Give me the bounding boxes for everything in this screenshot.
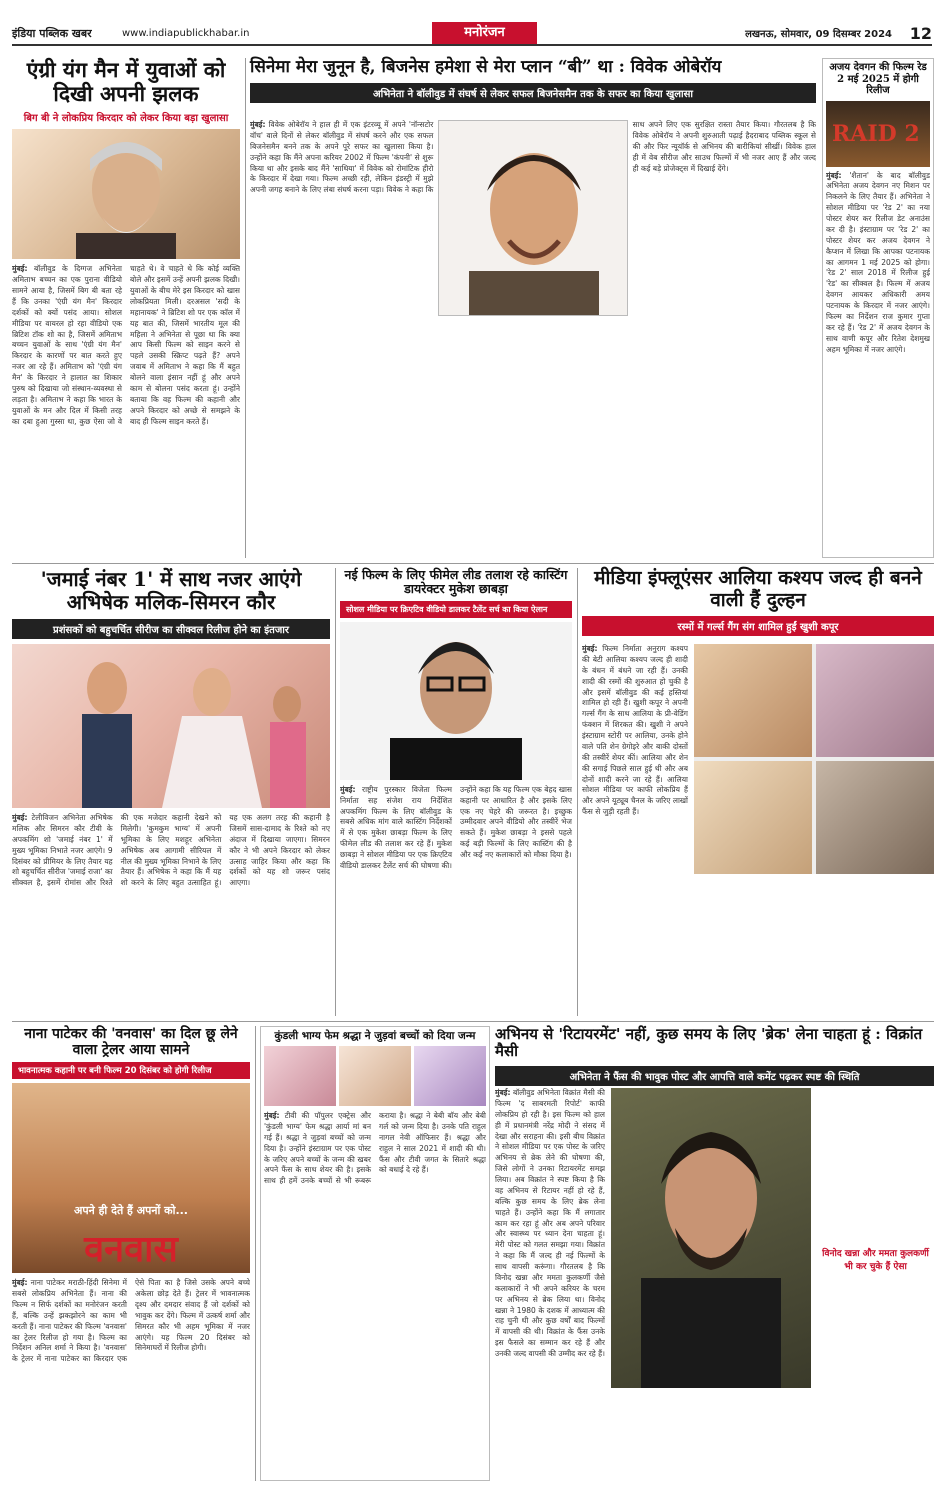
kicker: भावनात्मक कहानी पर बनी फिल्म 20 दिसंबर को होगी रिलीज: [12, 1062, 250, 1079]
headline: अभिनय से 'रिटायरमेंट' नहीं, कुछ समय के लिए 'ब्रेक' लेना चाहता हूं : विक्रांत मैसी: [495, 1025, 923, 1061]
headline: नाना पाटेकर की 'वनवास' का दिल छू लेने वाला ट्रेलर आया सामने: [24, 1026, 238, 1059]
story-vivek-oberoi: [250, 58, 816, 558]
headline: मीडिया इंफ्लूएंसर आलिया कश्यप जल्द ही बनने वाली हैं दुल्हन: [594, 567, 922, 611]
article-body: विवेक ओबेरॉय ने हाल ही में एक इंटरव्यू में अपने 'नॉन्सटोर वॉच' वाले दिनों से लेकर बॉलीवुड में संघर्ष करने और एक सफल बिजनेसमैन बनने तक के अपने पूरे सफर का खुलासा किया है। उन्होंने कहा कि मैंने अपना करियर 2002 में फिल्म 'कंपनी' से शुरू किया था और इसके बाद मैंने 'साथिया' में विवेक को रोमांटिक हीरो के किरदार में देखा गया। फिल्म अच्छी रही, लेकिन इंडस्ट्री में मुझे अपनी जगह बनाने के लिए लंबा संघर्ष करना पड़ा। विवेक ने कहा कि साथ अपने लिए एक सुरक्षित रास्ता तैयार किया। गौरतलब है कि विवेक ओबेरॉय ने अपनी शुरुआती पढ़ाई हैदराबाद पब्लिक स्कूल से की और फिर न्यूयॉर्क से अभिनय की बारीकियां सीखीं। विवेक हाल ही में वेब सीरीज और साउथ फिल्मों में भी नजर आए हैं और जल्द ही कई बड़े प्रोजेक्ट्स में दिखाई देंगे।: [250, 120, 816, 195]
wedding-ceremony-photo-grid: [694, 644, 934, 874]
story-jamai-number-1: [12, 568, 330, 1016]
jamai-number-1-still: [12, 644, 330, 808]
headline: एंग्री यंग मैन में युवाओं को दिखी अपनी झलक: [26, 57, 226, 107]
dateline: मुंबई:: [12, 264, 28, 274]
portrait-illustration: [340, 622, 572, 780]
portrait-illustration: [611, 1088, 811, 1388]
headline: 'जमाई नंबर 1' में साथ नजर आएंगे अभिषेक मलिक-सिमरन कौर: [40, 567, 302, 614]
article-body: टीवी की पॉपुलर एक्ट्रेस और 'कुंडली भाग्य' फेम श्रद्धा आर्या मां बन गई हैं। श्रद्धा ने जुड़वां बच्चों को जन्म दिया है। उन्होंने इंस्टाग्राम पर एक पोस्ट के जरिए अपने बच्चों के जन्म की खबर अपने फैंस के साथ शेयर की है। इसके साथ ही हमें उनके बच्चों से भी रूबरू कराया है। श्रद्धा ने बेबी बॉय और बेबी गर्ल को जन्म दिया है। उनके पति राहुल नागल नेवी ऑफिसर हैं। श्रद्धा और राहुल ने साल 2021 में शादी की थी। फैंस और टीवी जगत के सितारे श्रद्धा को बधाई दे रहे हैं।: [264, 1111, 486, 1186]
kicker: बिग बी ने लोकप्रिय किरदार को लेकर किया बड़ा खुलासा: [23, 113, 229, 125]
headline: नई फिल्म के लिए फीमेल लीड तलाश रहे कास्टिंग डायरेक्टर मुकेश छाबड़ा: [344, 567, 568, 597]
dateline: मुंबई:: [340, 784, 356, 794]
photo-tile: [694, 761, 812, 874]
section-label: मनोरंजन: [432, 22, 537, 44]
article-body: टेलीविजन अभिनेता अभिषेक मलिक और सिमरन कौर टीवी के अपकमिंग शो 'जमाई नंबर 1' में मुख्य भूमिका निभाते नजर आएंगे। 9 दिसंबर को प्रीमियर के लिए तैयार यह शो बहुचर्चित सीरीज 'जमाई राजा' का सीक्वल है, इसमें रोमांस और रिश्ते की एक मजेदार कहानी देखने को मिलेगी। 'कुमकुम भाग्य' में अपनी भूमिका के लिए मशहूर अभिनेता अभिषेक अब आगामी सीरियल में नील की मुख्य भूमिका निभाने के लिए तैयार हैं। अभिषेक ने कहा कि मैं यह शो करने के लिए बहुत उत्साहित हूं। यह एक अलग तरह की कहानी है जिसमें सास-दामाद के रिश्ते को नए अंदाज में दिखाया जाएगा। सिमरन कौर ने भी अपने किरदार को लेकर उत्साह जाहिर किया और कहा कि दर्शकों को यह शो जरूर पसंद आएगा।: [12, 813, 330, 888]
shraddha-arya-photos: [264, 1046, 486, 1106]
website-url[interactable]: www.indiapublickhabar.in: [122, 27, 250, 39]
dateline: मुंबई:: [12, 1278, 28, 1288]
column-rule: [255, 1026, 256, 1481]
vanvaas-poster: [12, 1083, 250, 1273]
photo-tile: [414, 1046, 486, 1106]
story-amitabh: [12, 58, 240, 558]
article-body: फिल्म निर्माता अनुराग कश्यप की बेटी आलिया कश्यप जल्द ही शादी के बंधन में बंधने जा रही हैं। उनकी शादी की रस्मों की शुरुआत हो चुकी है और इसमें बॉलीवुड की कई हस्तियां शामिल हो रही हैं। खुशी कपूर ने अपनी गर्ल्स गैंग के साथ आलिया के प्री-वेडिंग फंक्शन में शिरकत की। खुशी ने अपने इंस्टाग्राम स्टोरी पर आलिया, उनके होने वाले पति शेन ग्रेगोइरे और बाकी दोस्तों की तस्वीरें शेयर कीं। आलिया और शेन की सगाई पिछले साल हुई थी और अब दोनों शादी करने जा रहे हैं। आलिया सोशल मीडिया पर काफी लोकप्रिय हैं और अपने यूट्यूब चैनल के जरिए लाखों फैंस से जुड़ी रहती हैं।: [582, 644, 688, 817]
story-vikrant-massey: [495, 1026, 934, 1481]
photo-tile: [264, 1046, 336, 1106]
dateline: मुंबई:: [264, 1111, 280, 1121]
article-body: बॉलीवुड अभिनेता विक्रांत मैसी की फिल्म 'द साबरमती रिपोर्ट' काफी लोकप्रिय हो रही है। इस फिल्म को हाल ही में प्रधानमंत्री नरेंद्र मोदी ने संसद में देखा और सराहना की। इसी बीच विक्रांत ने सोशल मीडिया पर एक पोस्ट के जरिए अभिनय से ब्रेक लेने की घोषणा की, जिसे लोगों ने उनका रिटायरमेंट समझ लिया। अब विक्रांत ने स्पष्ट किया है कि वह अभिनय से रिटायर नहीं हो रहे हैं, बल्कि कुछ समय के लिए ब्रेक लेना चाहते हैं। उन्होंने कहा कि मैं लगातार काम कर रहा हूं और अब अपने परिवार और स्वास्थ्य पर ध्यान देना चाहता हूं। मेरी पोस्ट को गलत समझा गया। विक्रांत ने कहा कि मैं जल्द ही नई फिल्मों के साथ वापसी करूंगा। गौरतलब है कि विनोद खन्ना और ममता कुलकर्णी जैसे कलाकारों ने भी अपने करियर के चरम पर अभिनय से ब्रेक लिया था। विनोद खन्ना ने 1980 के दशक में आध्यात्म की राह चुनी थी और कुछ वर्षों बाद फिल्मों में वापसी की थी। विक्रांत के फैंस उनके इस फैसले का सम्मान कर रहे हैं और उनकी जल्द वापसी की उम्मीद कर रहे हैं।: [495, 1088, 605, 1358]
story-aaliyah-kashyap: [582, 568, 934, 1016]
raid-2-poster: [826, 101, 930, 167]
kicker: प्रशंसकों को बहुचर्चित सीरीज का सीक्वल रिलीज होने का इंतजार: [12, 619, 330, 639]
headline: कुंडली भाग्य फेम श्रद्धा ने जुड़वां बच्चों को दिया जन्म: [274, 1030, 476, 1042]
story-raid-2: [822, 58, 934, 558]
section-rule: [12, 1021, 934, 1022]
dateline: मुंबई:: [495, 1088, 511, 1097]
dateline: मुंबई:: [582, 644, 598, 653]
kicker: सोशल मीडिया पर क्रिएटिव वीडियो डालकर टैलेंट सर्च का किया ऐलान: [340, 601, 572, 618]
column-rule: [245, 58, 246, 558]
section-rule: [12, 563, 934, 564]
dateline: मुंबई:: [250, 120, 266, 129]
page-number: 12: [909, 23, 932, 43]
column-rule: [577, 568, 578, 1016]
article-body: बॉलीवुड के दिग्गज अभिनेता अमिताभ बच्चन का एक पुराना वीडियो सामने आया है, जिसमें बिग बी बता रहे हैं कि उनका 'एंग्री यंग मैन' किरदार दर्शकों को क्यों पसंद आया। सोशल मीडिया पर वायरल हो रहा वीडियो एक ब्रिटिश टॉक शो का है, जिसमें अमिताभ बच्चन युवाओं के साथ 'एंग्री यंग मैन' किरदार के कारणों पर बात करते हुए नजर आ रहे हैं। अमिताभ को 'एंग्री यंग मैन' के किरदार ने हालात का शिकार पुरुष को दिखाया जो संस्थान-व्यवस्था से लड़ता है। अमिताभ ने कहा कि भारत के युवाओं के मन और दिल में किसी तरह का दबा हुआ गुस्सा था, कुछ ऐसा जो वे चाहते थे। वे चाहते थे कि कोई व्यक्ति बोले और इसमें उन्हें अपनी झलक दिखी। युवाओं के बीच मेरे इस किरदार को खास लोकप्रियता मिली। दरअसल 'सदी के महानायक' ने ब्रिटिश शो पर एक कॉल में यह बात की, जिसमें भारतीय मूल की महिला ने अभिनेता से पूछा था कि क्या आप किसी फिल्म को साइन करने से पहले उसकी स्क्रिप्ट पढ़ते हैं? अपने जवाब में अमिताभ ने कहा कि मैं बहुत बोलने वाला इंसान नहीं हूं और अपने काम से बोलना पसंद करता हूं। उन्होंने बताया कि वह फिल्म की कहानी और अपने किरदार को अच्छे से समझने के बाद ही फिल्म साइन करते हैं।: [12, 264, 240, 426]
kicker: अभिनेता ने फैंस की भावुक पोस्ट और आपत्ति वाले कमेंट पढ़कर स्पष्ट की स्थिति: [495, 1066, 934, 1086]
story-mukesh-chhabra: [340, 568, 572, 1016]
vivek-photo: [438, 120, 628, 316]
photo-tile: [694, 644, 812, 757]
photo-tile: [816, 761, 934, 874]
subhead: विनोद खन्ना और ममता कुलकर्णी भी कर चुके हैं ऐसा: [822, 1249, 929, 1272]
story-shraddha-arya: [260, 1026, 490, 1481]
amitabh-photo: [12, 129, 240, 259]
article-body: 'शैतान' के बाद बॉलीवुड अभिनेता अजय देवगन नए मिशन पर निकलने के लिए तैयार हैं। अभिनेता ने सोशल मीडिया पर 'रेड 2' का नया पोस्टर शेयर कर रिलीज डेट अनाउंस कर दी है। इंस्टाग्राम पर 'रेड 2' का पोस्टर शेयर कर अजय देवगन ने कैप्शन में लिखा कि आपका पटनायक का आगमन 1 मई 2025 को होगा। 'रेड 2' साल 2018 में रिलीज हुई 'रेड' का सीक्वल है। फिल्म में अजय देवगन आयकर अधिकारी अमय पटनायक के किरदार में नजर आएंगे। फिल्म का निर्देशन राज कुमार गुप्ता कर रहे हैं। 'रेड 2' में अजय देवगन के साथ वाणी कपूर और रितेश देशमुख अहम भूमिका में नजर आएंगे।: [826, 170, 930, 354]
publication-name: इंडिया पब्लिक खबर: [12, 26, 92, 40]
headline: अजय देवगन की फिल्म रेड 2 मई 2025 में होगी रिलीज: [829, 62, 927, 96]
poster-title: वनवास: [84, 1228, 178, 1271]
column-rule: [335, 568, 336, 1016]
photo-tile: [816, 644, 934, 757]
poster-tagline: अपने ही देते हैं अपनों को...: [74, 1204, 188, 1218]
masthead-bar: [12, 22, 932, 46]
article-body: राष्ट्रीय पुरस्कार विजेता फिल्म निर्माता सह संजेश राय निर्देशित अपकमिंग फिल्म के लिए बॉलीवुड के सबसे अधिक मांग वाले कास्टिंग निर्देशकों में से एक मुकेश छाबड़ा फिल्म के लिए फीमेल लीड की तलाश कर रहे हैं। मुकेश छाबड़ा ने सोशल मीडिया पर एक क्रिएटिव वीडियो डालकर टैलेंट सर्च की घोषणा की। उन्होंने कहा कि यह फिल्म एक बेहद खास कहानी पर आधारित है और इसके लिए एक नए चेहरे की जरूरत है। इच्छुक उम्मीदवार अपने वीडियो और तस्वीरें भेज सकते हैं। मुकेश छाबड़ा ने इससे पहले कई बड़ी फिल्मों के लिए कास्टिंग की है और कई नए कलाकारों को मौका दिया है।: [340, 784, 572, 870]
poster-title: RAID 2: [832, 120, 920, 147]
portrait-illustration: [12, 129, 240, 259]
photo-tile: [339, 1046, 411, 1106]
dateline: मुंबई:: [826, 170, 842, 180]
portrait-illustration: [439, 121, 628, 316]
issue-date: लखनऊ, सोमवार, 09 दिसम्बर 2024: [745, 29, 892, 40]
headline: सिनेमा मेरा जुनून है, बिजनेस हमेशा से मेरा प्लान “बी” था : विवेक ओबेरॉय: [250, 57, 722, 77]
couple-illustration: [12, 644, 330, 808]
vikrant-massey-photo: [611, 1088, 811, 1388]
article-body: नाना पाटेकर मराठी-हिंदी सिनेमा में सबसे लोकप्रिय अभिनेता हैं। नाना की फिल्म न सिर्फ दर्शकों का मनोरंजन करती हैं, बल्कि उन्हें झकझोरने का काम भी करती हैं। नाना पाटेकर की फिल्म 'वनवास' का ट्रेलर रिलीज हो गया है। फिल्म का निर्देशन अनिल शर्मा ने किया है। 'वनवास' के ट्रेलर में नाना पाटेकर का किरदार एक ऐसे पिता का है जिसे उसके अपने बच्चे अकेला छोड़ देते हैं। ट्रेलर में भावनात्मक दृश्य और दमदार संवाद हैं जो दर्शकों को भावुक कर देंगे। फिल्म में उत्कर्ष शर्मा और सिमरत कौर भी अहम भूमिका में नजर आएंगे। यह फिल्म 20 दिसंबर को सिनेमाघरों में रिलीज होगी।: [12, 1278, 250, 1364]
story-vanvaas: [12, 1026, 250, 1481]
kicker: अभिनेता ने बॉलीवुड में संघर्ष से लेकर सफल बिजनेसमैन तक के सफर का किया खुलासा: [250, 83, 816, 103]
dateline: मुंबई:: [12, 813, 28, 822]
kicker: रस्मों में गर्ल्स गैंग संग शामिल हुईं खुशी कपूर: [582, 616, 934, 636]
mukesh-chhabra-photo: [340, 622, 572, 780]
